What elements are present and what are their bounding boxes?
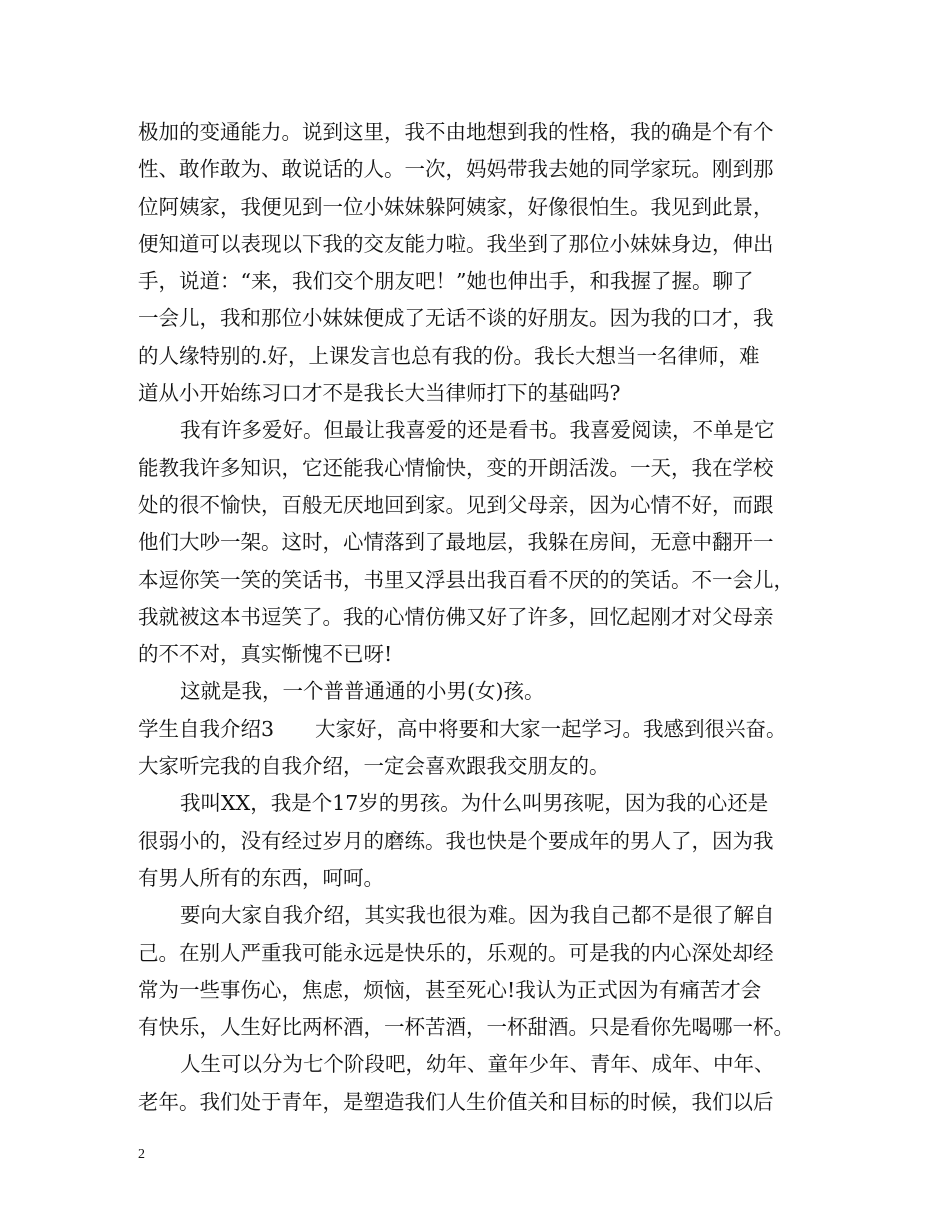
text-line: 极加的变通能力。说到这里，我不由地想到我的性格，我的确是个有个 [138,120,774,144]
text-line: 手，说道：“来，我们交个朋友吧！”她也伸出手，和我握了握。聊了 [138,269,754,294]
text-line: 己。在别人严重我可能永远是快乐的，乐观的。可是我的内心深处却经 [138,940,774,965]
body-text [138,114,838,1121]
text-line: 道从小开始练习口才不是我长大当律师打下的基础吗? [138,381,621,406]
text-line: 老年。我们处于青年，是塑造我们人生价值关和目标的时候，我们以后 [138,1089,774,1114]
text-line: 的不不对，真实惭愧不已呀! [138,642,393,667]
text-line: 便知道可以表现以下我的交友能力啦。我坐到了那位小妹妹身边，伸出 [138,231,774,256]
text-line: 我就被这本书逗笑了。我的心情仿佛又好了许多，回忆起刚才对父母亲 [138,604,774,629]
text-line: 处的很不愉快，百般无厌地回到家。见到父母亲，因为心情不好，而跟 [138,492,774,517]
text-line: 很弱小的，没有经过岁月的磨练。我也快是个要成年的男人了，因为我 [138,828,774,853]
section-heading-line: 学生自我介绍3 大家好，高中将要和大家一起学习。我感到很兴奋。 [138,716,787,741]
text-line: 能教我许多知识，它还能我心情愉快，变的开朗活泼。一天，我在学校 [138,455,774,480]
paragraph-start-line: 我有许多爱好。但最让我喜爱的还是看书。我喜爱阅读，不单是它 [180,418,775,443]
paragraph-start-line: 要向大家自我介绍，其实我也很为难。因为我自己都不是很了解自 [180,903,775,928]
text-line: 有男人所有的东西，呵呵。 [138,865,384,890]
paragraph-start-line: 我叫XX，我是个17岁的男孩。为什么叫男孩呢，因为我的心还是 [180,791,769,816]
text-line: 的人缘特别的.好，上课发言也总有我的份。我长大想当一名律师，难 [138,343,760,368]
text-line: 一会儿，我和那位小妹妹便成了无话不谈的好朋友。因为我的口才，我 [138,306,774,331]
text-line: 大家听完我的自我介绍，一定会喜欢跟我交朋友的。 [138,754,610,779]
text-line: 性、敢作敢为、敢说话的人。一次，妈妈带我去她的同学家玩。刚到那 [138,157,774,182]
text-line: 他们大吵一架。这时，心情落到了最地层，我躲在房间，无意中翻开一 [138,530,774,555]
text-line: 常为一些事伤心，焦虑，烦恼，甚至死心!我认为正式因为有痛苦才会 [138,977,762,1002]
page-number: 2 [138,1147,145,1162]
text-line: 本逗你笑一笑的笑话书，书里又浮县出我百看不厌的的笑话。不一会儿， [138,567,794,592]
paragraph-start-line: 这就是我，一个普普通通的小男(女)孩。 [180,679,545,704]
paragraph-start-line: 人生可以分为七个阶段吧，幼年、童年少年、青年、成年、中年、 [180,1052,775,1077]
text-line: 位阿姨家，我便见到一位小妹妹躲阿姨家，好像很怕生。我见到此景， [138,194,774,219]
text-line: 有快乐，人生好比两杯酒，一杯苦酒，一杯甜酒。只是看你先喝哪一杯。 [138,1015,794,1040]
